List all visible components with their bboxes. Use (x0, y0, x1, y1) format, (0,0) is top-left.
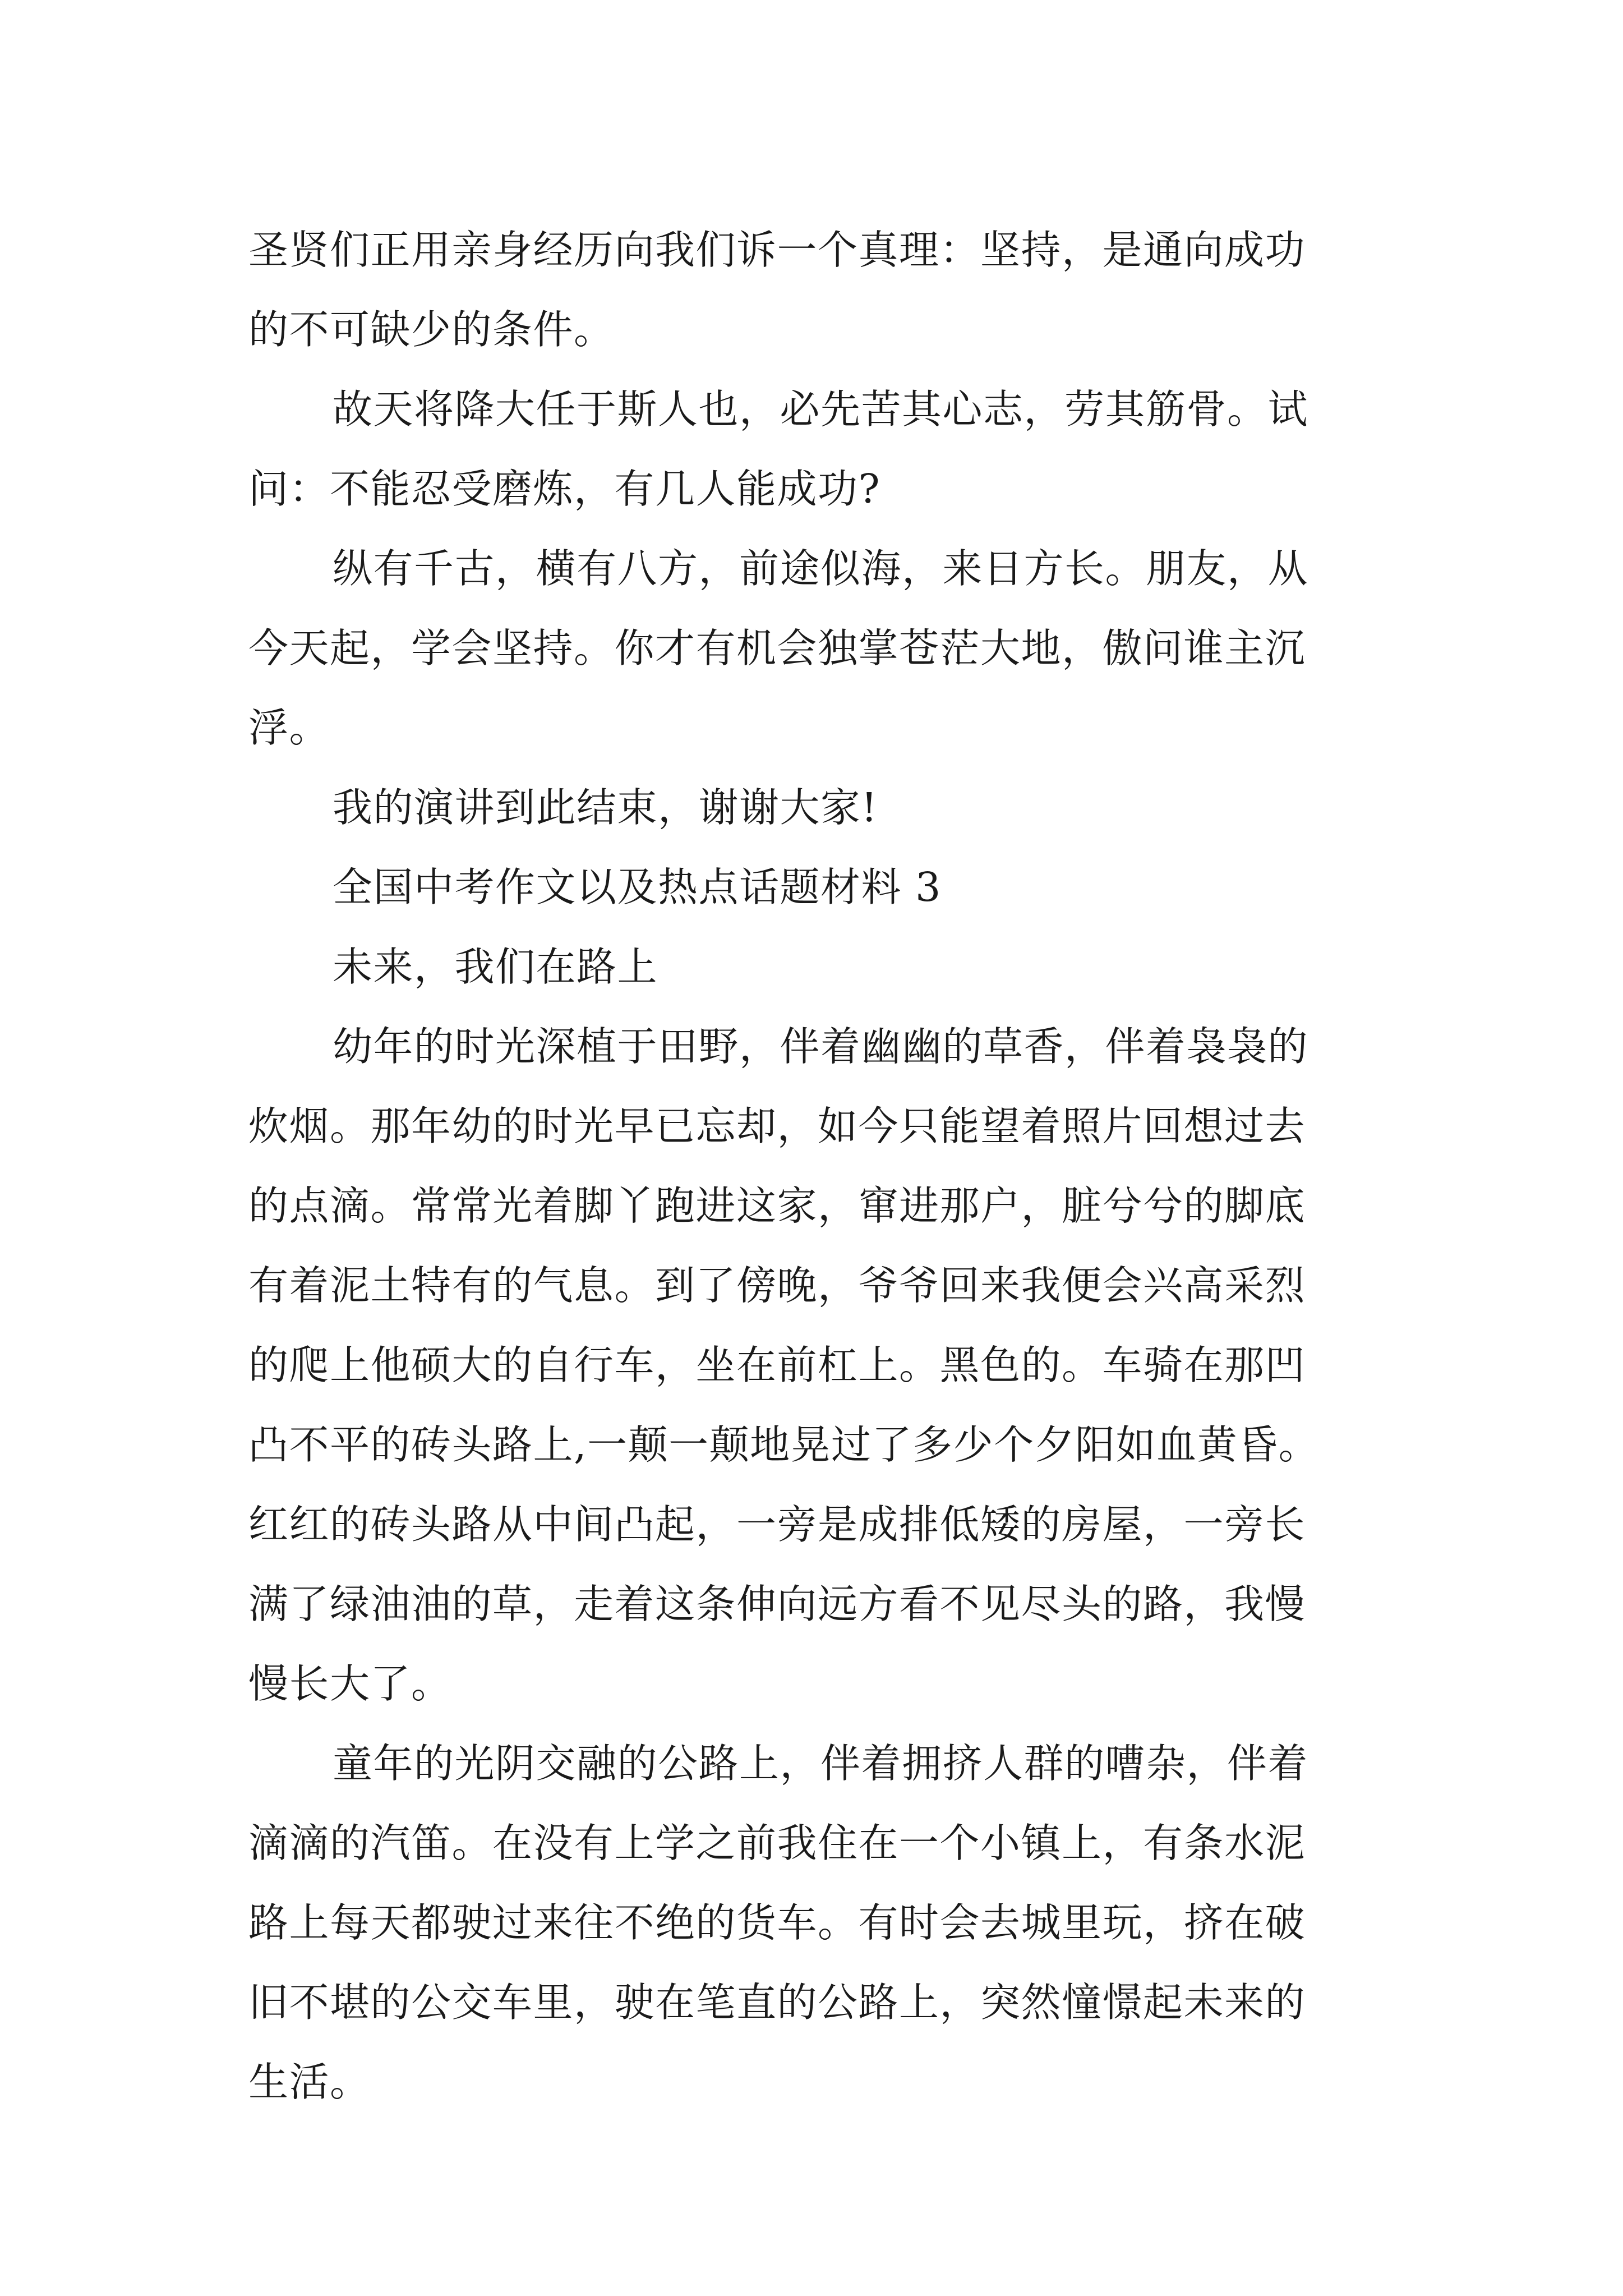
paragraph-childhood-road: 童年的光阴交融的公路上，伴着拥挤人群的嘈杂，伴着 滴滴的汽笛。在没有上学之前我住在一个小镇上，有条水泥 路上每天都驶过来往不绝的货车。有时会去城里玩，挤在破 旧不堪的公交车里，驶在笔直的公路上，突然憧憬起未来的 生活。 (248, 1740, 1309, 2105)
document-body (248, 210, 1376, 2122)
closing-line: 我的演讲到此结束，谢谢大家! (333, 784, 878, 831)
section-heading: 全国中考作文以及热点话题材料 3 (333, 864, 942, 910)
paragraph-3: 纵有千古，横有八方，前途似海，来日方长。朋友，从 今天起，学会坚持。你才有机会独掌苍茫大地，傲问谁主沉 浮。 (248, 545, 1309, 751)
paragraph-1: 圣贤们正用亲身经历向我们诉一个真理：坚持，是通向成功 的不可缺少的条件。 (248, 227, 1306, 353)
paragraph-childhood-fields: 幼年的时光深植于田野，伴着幽幽的草香，伴着袅袅的 炊烟。那年幼的时光早已忘却，如今只能望着照片回想过去 的点滴。常常光着脚丫跑进这家，窜进那户，脏兮兮的脚底 有着泥土特有的气息。到了傍晚，爷爷回来我便会兴高采烈 的爬上他硕大的自行车，坐在前杠上。黑色的。车骑在那凹 凸不平的砖头路上,一颠一颠地晃过了多少个夕阳如血黄昏。 红红的砖头路从中间凸起，一旁是成排低矮的房屋，一旁长 满了绿油油的草，走着这条伸向远方看不见尽头的路，我慢 慢长大了。 (248, 1023, 1320, 1707)
essay-title: 未来，我们在路上 (333, 944, 658, 990)
paragraph-2: 故天将降大任于斯人也，必先苦其心志，劳其筋骨。试 问：不能忍受磨炼，有几人能成功? (248, 386, 1309, 512)
